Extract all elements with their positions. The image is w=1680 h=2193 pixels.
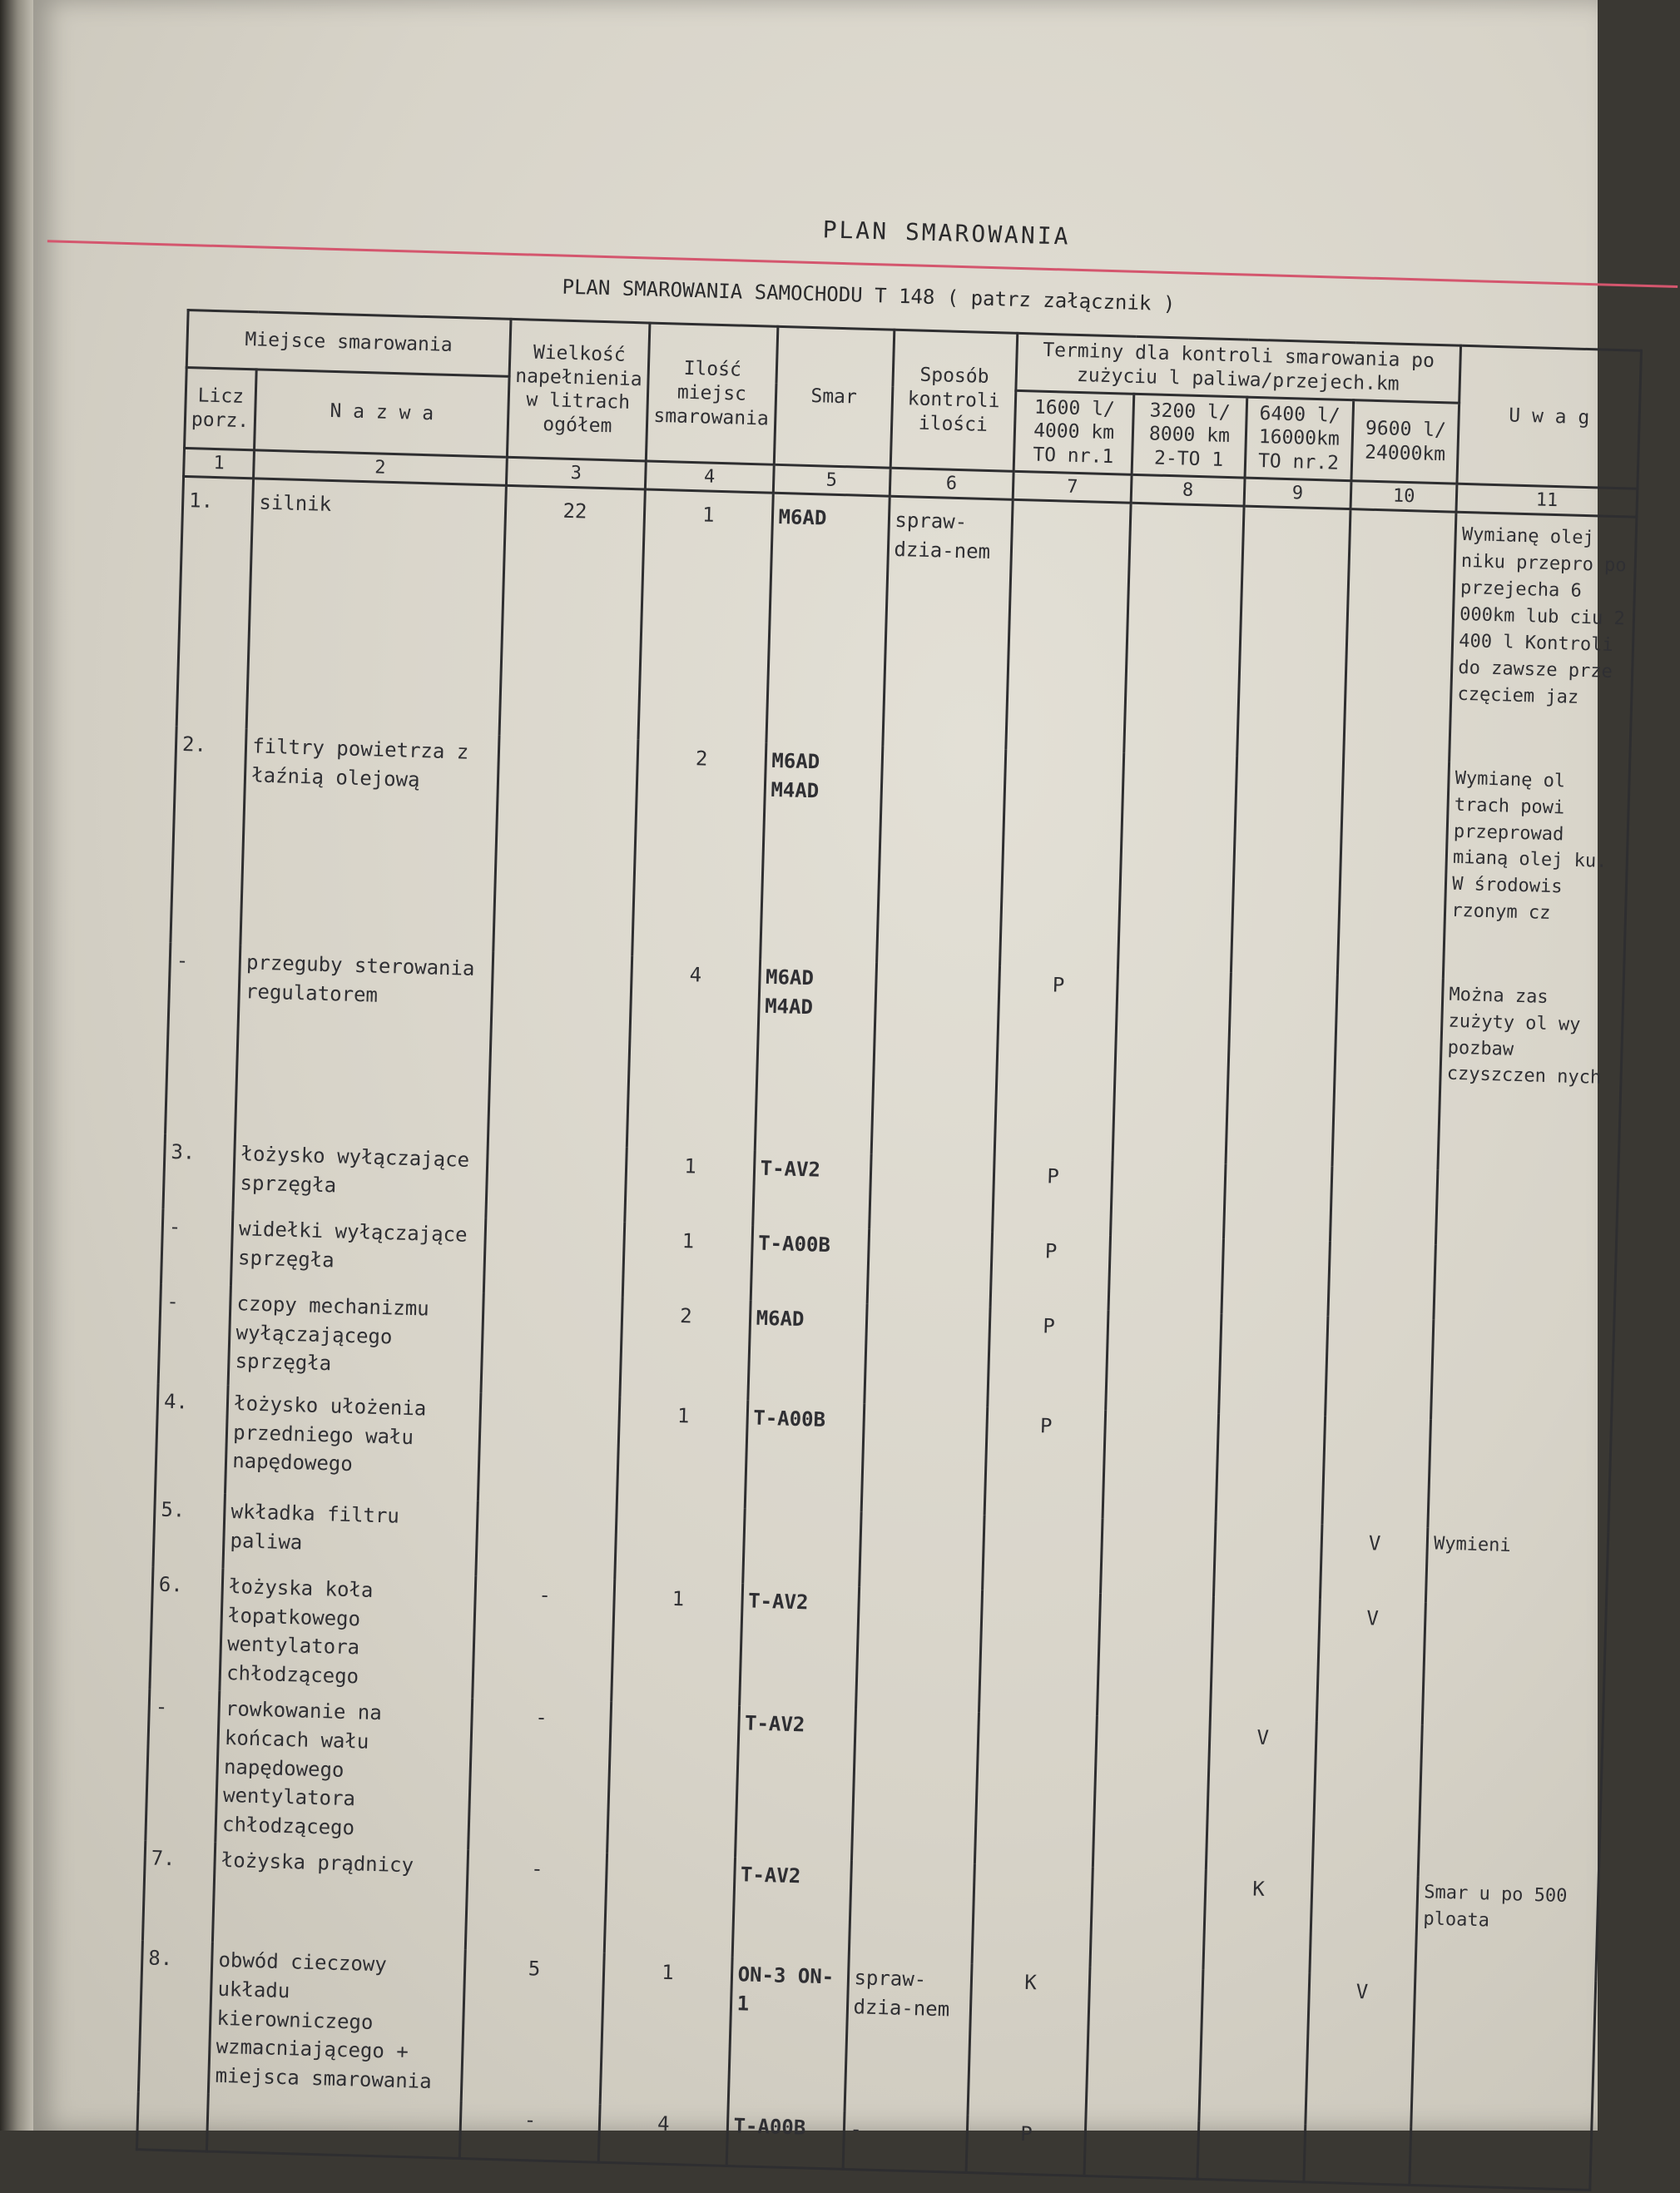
cell-t8 (1124, 504, 1243, 757)
cell-nazwa: filtry powietrza z łaźnią olejową (240, 728, 499, 951)
cell-t7 (999, 749, 1124, 969)
cell-nazwa: rowkowanie na końcach wału napędowego wentylatora chłodzącego (216, 1691, 472, 1849)
cell-t9 (1222, 1238, 1331, 1317)
cell-uwagi (1410, 2127, 1592, 2191)
cell-lp: 4. (156, 1383, 229, 1493)
col-number: 8 (1132, 474, 1245, 506)
header-wielkosc: Wielkość napełnienia w litrach ogółem (507, 319, 650, 460)
cell-lp: - (166, 942, 241, 1135)
cell-t7: P (984, 1407, 1106, 1518)
cell-sposob (876, 746, 1005, 965)
cell-t8 (1106, 1310, 1221, 1413)
col-number: 4 (645, 461, 773, 494)
red-margin-rule (47, 240, 1678, 288)
cell-smar: T-AV2 (732, 1857, 851, 1960)
header-terminy: Terminy dla kontroli smarowania po zużyciu l paliwa/przejech.km (1016, 333, 1461, 402)
cell-ilosc: 1 (622, 1222, 752, 1300)
cell-t7: P (994, 965, 1118, 1160)
cell-t10: V (1317, 1599, 1426, 1724)
cell-t9 (1236, 506, 1350, 758)
cell-uwagi (1436, 1169, 1618, 1249)
cell-lp: 7. (142, 1840, 216, 1942)
cell-uwagi: Wymianę olej niku przepro po przejecha 6 000km lub ciu 2 400 l Kontroli do zawsze prze częciem jaz (1450, 512, 1637, 767)
cell-lp: - (161, 1208, 233, 1285)
cell-ilosc: 1 (617, 1397, 747, 1508)
cell-t10 (1328, 1242, 1435, 1320)
cell-t10 (1326, 1317, 1434, 1419)
cell-t7: P (966, 2115, 1086, 2176)
page-title: PLAN SMAROWANIA (822, 216, 1071, 251)
cell-wielkosc: - (465, 1849, 607, 1953)
cell-lp: 3. (163, 1134, 235, 1210)
cell-lp: 5. (153, 1491, 225, 1568)
cell-t10 (1332, 975, 1443, 1169)
cell-wielkosc (483, 1218, 625, 1297)
cell-ilosc: 2 (632, 739, 766, 959)
cell-t7 (974, 1712, 1098, 1867)
cell-uwagi (1431, 1319, 1614, 1424)
cell-uwagi (1428, 1419, 1611, 1532)
cell-t7: P (988, 1307, 1109, 1410)
cell-t7 (982, 1515, 1103, 1593)
cell-t8 (1118, 752, 1236, 972)
cell-t10 (1313, 1722, 1423, 1876)
cell-t8 (1084, 2118, 1198, 2180)
cell-sposob (864, 1303, 990, 1407)
cell-smar: T-A00B (726, 2108, 845, 2170)
cell-nazwa: silnik (246, 479, 506, 735)
header-t9: 6400 l/ 16000km TO nr.2 (1245, 397, 1354, 481)
cell-smar: T-A00B (745, 1400, 865, 1511)
cell-ilosc: 1 (612, 1580, 743, 1705)
cell-nazwa: łożysko wyłączające sprzęgła (233, 1136, 488, 1218)
cell-nazwa: czopy mechanizmu wyłączającego sprzęgła (228, 1286, 483, 1392)
cell-smar: M6AD M4AD (760, 742, 882, 962)
cell-t9 (1216, 1413, 1326, 1525)
cell-t10: V (1321, 1524, 1428, 1602)
cell-smar: ON-3 ON-1 (728, 1957, 849, 2111)
cell-t7: P (990, 1232, 1111, 1310)
cell-sposob (855, 1586, 982, 1712)
cell-t7: K (968, 1963, 1091, 2118)
cell-t8 (1098, 1593, 1213, 1719)
cell-wielkosc: 22 (499, 486, 646, 740)
cell-nazwa: widełki wyłączające sprzęgła (231, 1211, 486, 1292)
cell-ilosc: 1 (638, 489, 773, 742)
cell-lp: 2. (171, 727, 246, 945)
cell-t9 (1223, 1163, 1332, 1242)
document-content (45, 150, 1648, 2173)
cell-t8 (1108, 1235, 1223, 1313)
cell-wielkosc: - (468, 1698, 611, 1853)
cell-sposob (851, 1709, 979, 1863)
header-t10: 9600 l/ 24000km (1351, 399, 1459, 484)
cell-lp: 6. (150, 1566, 223, 1690)
cell-wielkosc (481, 1292, 623, 1397)
cell-wielkosc: - (459, 2101, 600, 2163)
cell-sposob (871, 962, 1000, 1157)
cell-nazwa: przeguby sterowania regulatorem (235, 945, 493, 1143)
cell-t7: P (992, 1157, 1113, 1235)
cell-t9 (1231, 756, 1344, 975)
cell-wielkosc (478, 1392, 620, 1505)
cell-ilosc: 1 (600, 1953, 732, 2108)
col-number: 6 (890, 468, 1013, 500)
cell-uwagi: Smar u po 500 ploata (1415, 1876, 1598, 1981)
cell-lp: 1. (176, 477, 254, 728)
cell-nazwa (207, 2093, 461, 2158)
cell-sposob (859, 1511, 984, 1590)
col-number: 7 (1013, 471, 1132, 503)
cell-t9 (1210, 1596, 1321, 1722)
cell-t10 (1338, 759, 1450, 978)
header-smar: Smar (774, 326, 895, 468)
cell-t9 (1226, 972, 1338, 1167)
cell-nazwa: łożyska koła łopatkowego wentylatora chłodzącego (220, 1569, 476, 1699)
header-t7: 1600 l/ 4000 km TO nr.1 (1013, 390, 1134, 474)
cell-nazwa: obwód cieczowy układu kierowniczego wzmacniającego + miejsca smarowania (209, 1942, 465, 2101)
cell-smar: T-AV2 (739, 1583, 859, 1709)
header-miejsce-smarowania: Miejsce smarowania (186, 310, 511, 376)
col-number: 3 (506, 457, 646, 489)
cell-uwagi (1418, 1724, 1603, 1881)
cell-uwagi: Wymieni (1426, 1527, 1608, 1607)
cell-smar: M6AD M4AD (755, 959, 876, 1154)
cell-t10 (1344, 509, 1456, 762)
cell-t8 (1103, 1410, 1218, 1521)
cell-t8 (1113, 969, 1231, 1163)
header-uwagi: U w a g (1457, 345, 1641, 489)
col-number: 9 (1244, 478, 1352, 509)
cell-wielkosc (486, 1143, 627, 1222)
cell-uwagi (1411, 1976, 1596, 2132)
cell-t9 (1218, 1313, 1328, 1417)
cell-smar (742, 1508, 860, 1586)
header-nazwa: N a z w a (255, 369, 509, 457)
cell-sposob (867, 1228, 993, 1307)
cell-uwagi (1422, 1602, 1606, 1729)
cell-t10 (1304, 2124, 1411, 2186)
cell-ilosc (607, 1702, 740, 1857)
header-ilosc: Ilość miejsc smarowania (646, 323, 777, 464)
cell-nazwa: łożysko ułożenia przedniego wału napędowego (225, 1386, 481, 1501)
cell-smar: M6AD (766, 493, 889, 746)
cell-ilosc: 4 (598, 2105, 727, 2166)
table-title: PLAN SMAROWANIA SAMOCHODU T 148 ( patrz załącznik ) (562, 275, 1176, 316)
cell-nazwa: wkładka filtru paliwa (223, 1494, 478, 1575)
cell-smar: T-AV2 (752, 1150, 870, 1228)
col-number: 5 (773, 464, 890, 496)
cell-uwagi (1434, 1244, 1616, 1324)
col-number: 11 (1456, 484, 1638, 518)
cell-t9: K (1203, 1870, 1313, 1973)
cell-wielkosc: - (473, 1575, 615, 1702)
document-page (33, 0, 1627, 2146)
table-row (176, 477, 1637, 767)
cell-smar: M6AD (747, 1300, 866, 1403)
cell-lp (136, 2091, 208, 2151)
col-number: 1 (184, 448, 255, 479)
cell-t8 (1093, 1715, 1210, 1870)
cell-wielkosc (493, 735, 639, 955)
cell-t9: V (1206, 1719, 1317, 1873)
cell-t9 (1198, 1970, 1310, 2125)
cell-t10 (1310, 1873, 1418, 1975)
cell-ilosc: 1 (625, 1147, 755, 1225)
cell-t7 (1006, 500, 1132, 753)
cell-t9 (1213, 1521, 1322, 1600)
cell-uwagi: Wymianę ol trach powi przeprowad mianą olej ku. W środowis rzonym cz (1443, 762, 1629, 983)
cell-lp: - (158, 1283, 231, 1385)
cell-ilosc: 2 (620, 1297, 751, 1400)
table-row (171, 727, 1630, 984)
cell-ilosc (604, 1853, 735, 1957)
cell-t10 (1322, 1416, 1430, 1526)
lubrication-table (136, 309, 1643, 2191)
cell-sposob (849, 1860, 975, 1963)
cell-t8 (1086, 1967, 1202, 2121)
header-lp: Licz porz. (185, 367, 257, 450)
cell-ilosc (615, 1505, 745, 1583)
cell-ilosc: 4 (627, 955, 760, 1150)
cell-t8 (1090, 1867, 1205, 1970)
cell-sposob: spraw-dzia-nem (882, 496, 1013, 749)
cell-t9 (1197, 2121, 1306, 2183)
cell-t7 (972, 1863, 1093, 1967)
header-t8: 3200 l/ 8000 km 2-TO 1 (1132, 394, 1246, 478)
cell-uwagi: Można zas zużyty ol wy pozbaw czyszczen nych (1438, 978, 1623, 1174)
cell-sposob (869, 1154, 994, 1232)
cell-t10 (1331, 1167, 1438, 1245)
col-number: 10 (1350, 480, 1457, 512)
cell-t8 (1101, 1518, 1216, 1596)
cell-t8 (1111, 1160, 1226, 1238)
cell-smar: T-AV2 (735, 1705, 855, 1860)
cell-smar: T-A00B (751, 1225, 869, 1303)
cell-wielkosc: 5 (461, 1949, 604, 2105)
cell-sposob: - (843, 2111, 968, 2173)
col-number: 2 (254, 450, 507, 486)
header-sposob: Sposób kontroli ilości (890, 330, 1018, 471)
cell-wielkosc (476, 1501, 617, 1580)
cell-lp: 8. (138, 1940, 212, 2093)
cell-wielkosc (488, 951, 632, 1147)
cell-sposob: spraw-dzia-nem (845, 1960, 972, 2115)
cell-lp: - (146, 1689, 220, 1842)
cell-t7 (979, 1590, 1101, 1715)
cell-t10: V (1306, 1972, 1415, 2126)
cell-sposob (861, 1403, 988, 1515)
cell-nazwa: łożyska prądnicy (213, 1843, 468, 1949)
